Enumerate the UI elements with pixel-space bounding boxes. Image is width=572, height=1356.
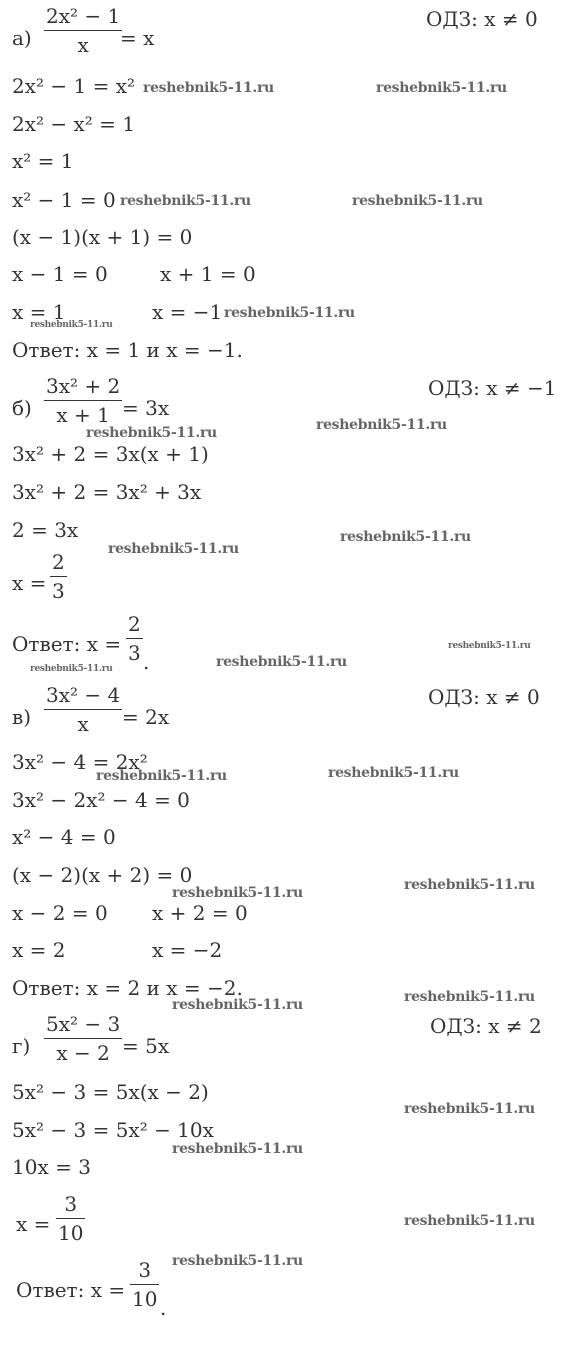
- fraction-d-answer-bar: [130, 1284, 159, 1285]
- fraction-d-bar: [44, 1038, 122, 1039]
- watermark: reshebnik5-11.ru: [120, 193, 251, 209]
- watermark: reshebnik5-11.ru: [30, 320, 113, 330]
- watermark: reshebnik5-11.ru: [143, 80, 274, 96]
- fraction-b-bar: [44, 400, 122, 401]
- step-d-3: 10x = 3: [12, 1155, 91, 1179]
- fraction-a: [44, 4, 122, 57]
- watermark: reshebnik5-11.ru: [316, 417, 447, 433]
- step-a-3: x² = 1: [12, 149, 74, 173]
- fraction-b-denominator: x + 1: [56, 403, 110, 428]
- fraction-d-denominator: x − 2: [56, 1041, 110, 1066]
- step-a-1: 2x² − 1 = x²: [12, 74, 135, 98]
- watermark: reshebnik5-11.ru: [340, 529, 471, 545]
- step-b-4-lhs: x =: [12, 571, 47, 595]
- watermark: reshebnik5-11.ru: [404, 1101, 535, 1117]
- watermark: reshebnik5-11.ru: [172, 1253, 303, 1269]
- answer-b-lhs: Ответ: x =: [12, 632, 122, 656]
- equation-d-rhs: = 5x: [122, 1034, 170, 1058]
- step-c-2: 3x² − 2x² − 4 = 0: [12, 788, 190, 812]
- watermark: reshebnik5-11.ru: [30, 664, 113, 674]
- step-a-7a: x = 1: [12, 300, 66, 324]
- fraction-d-result: [56, 1192, 85, 1245]
- label-a: а): [12, 26, 32, 50]
- equation-b-rhs: = 3x: [122, 396, 170, 420]
- watermark: reshebnik5-11.ru: [404, 877, 535, 893]
- watermark: reshebnik5-11.ru: [172, 997, 303, 1013]
- watermark: reshebnik5-11.ru: [404, 1213, 535, 1229]
- fraction-d-answer: [130, 1258, 159, 1311]
- fraction-a-bar: [44, 30, 122, 31]
- step-c-6a: x = 2: [12, 938, 66, 962]
- step-c-5a: x − 2 = 0: [12, 901, 108, 925]
- odz-d: ОДЗ: x ≠ 2: [430, 1014, 542, 1038]
- watermark: reshebnik5-11.ru: [96, 768, 227, 784]
- fraction-b-result: [50, 550, 67, 603]
- watermark: reshebnik5-11.ru: [328, 765, 459, 781]
- fraction-d-result-den: 10: [58, 1221, 84, 1246]
- fraction-c-denominator: x: [77, 712, 89, 737]
- fraction-d-answer-num: 3: [138, 1258, 152, 1282]
- fraction-c-numerator: 3x² − 4: [46, 683, 121, 707]
- fraction-d-result-bar: [56, 1218, 85, 1219]
- fraction-b: [44, 374, 122, 427]
- step-d-4-lhs: x =: [16, 1212, 51, 1236]
- step-b-2: 3x² + 2 = 3x² + 3x: [12, 480, 202, 504]
- step-c-4: (x − 2)(x + 2) = 0: [12, 863, 193, 887]
- step-d-1: 5x² − 3 = 5x(x − 2): [12, 1080, 209, 1104]
- answer-b-end: .: [143, 650, 150, 674]
- step-a-6a: x − 1 = 0: [12, 262, 108, 286]
- fraction-b-numerator: 3x² + 2: [46, 374, 121, 398]
- watermark: reshebnik5-11.ru: [224, 305, 355, 321]
- equation-c-rhs: = 2x: [122, 705, 170, 729]
- fraction-b-answer-bar: [126, 638, 143, 639]
- answer-c: Ответ: x = 2 и x = −2.: [12, 976, 243, 1000]
- watermark: reshebnik5-11.ru: [352, 193, 483, 209]
- step-d-2: 5x² − 3 = 5x² − 10x: [12, 1118, 214, 1142]
- fraction-d-numerator: 5x² − 3: [46, 1012, 121, 1036]
- watermark: reshebnik5-11.ru: [448, 641, 531, 651]
- watermark: reshebnik5-11.ru: [108, 541, 239, 557]
- step-a-5: (x − 1)(x + 1) = 0: [12, 225, 193, 249]
- fraction-b-result-num: 2: [52, 550, 65, 574]
- watermark: reshebnik5-11.ru: [172, 1141, 303, 1157]
- label-b: б): [12, 396, 32, 420]
- fraction-b-answer-num: 2: [128, 612, 141, 636]
- label-d: г): [12, 1034, 31, 1058]
- odz-a: ОДЗ: x ≠ 0: [426, 7, 538, 31]
- fraction-d-answer-den: 10: [132, 1287, 158, 1312]
- label-c: в): [12, 705, 32, 729]
- step-a-2: 2x² − x² = 1: [12, 112, 135, 136]
- step-b-1: 3x² + 2 = 3x(x + 1): [12, 442, 209, 466]
- step-a-4: x² − 1 = 0: [12, 188, 116, 212]
- answer-a: Ответ: x = 1 и x = −1.: [12, 338, 243, 362]
- watermark: reshebnik5-11.ru: [404, 989, 535, 1005]
- watermark: reshebnik5-11.ru: [376, 80, 507, 96]
- step-c-5b: x + 2 = 0: [152, 901, 248, 925]
- fraction-d: [44, 1012, 122, 1065]
- watermark: reshebnik5-11.ru: [216, 654, 347, 670]
- fraction-a-numerator: 2x² − 1: [46, 4, 121, 28]
- fraction-b-result-bar: [50, 576, 67, 577]
- step-a-7b: x = −1: [152, 300, 223, 324]
- fraction-b-answer-den: 3: [128, 641, 141, 666]
- step-c-3: x² − 4 = 0: [12, 825, 116, 849]
- fraction-d-result-num: 3: [64, 1192, 78, 1216]
- fraction-b-answer: [126, 612, 143, 665]
- step-c-1: 3x² − 4 = 2x²: [12, 750, 148, 774]
- fraction-c: [44, 683, 122, 736]
- fraction-a-denominator: x: [77, 33, 89, 58]
- fraction-c-bar: [44, 709, 122, 710]
- fraction-b-result-den: 3: [52, 579, 65, 604]
- answer-d-end: .: [160, 1296, 167, 1320]
- watermark: reshebnik5-11.ru: [86, 425, 217, 441]
- step-c-6b: x = −2: [152, 938, 223, 962]
- odz-b: ОДЗ: x ≠ −1: [428, 376, 557, 400]
- odz-c: ОДЗ: x ≠ 0: [428, 685, 540, 709]
- watermark: reshebnik5-11.ru: [172, 885, 303, 901]
- step-a-6b: x + 1 = 0: [160, 262, 256, 286]
- answer-d-lhs: Ответ: x =: [16, 1278, 126, 1302]
- equation-a-rhs: = x: [120, 26, 155, 50]
- step-b-3: 2 = 3x: [12, 518, 79, 542]
